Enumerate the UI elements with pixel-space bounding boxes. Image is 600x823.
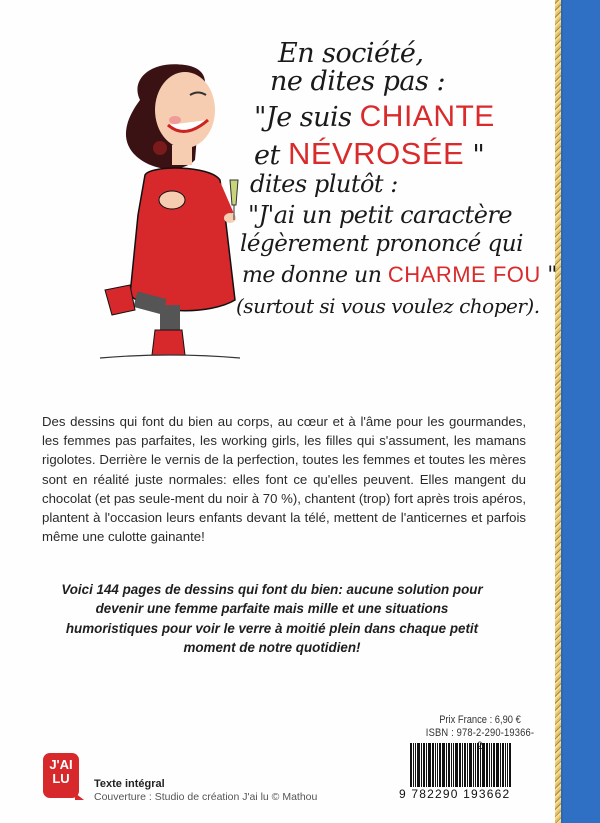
credits-block [94,778,317,804]
price-label: Prix France : 6,90 € [439,714,521,726]
red-emphasis: CHARME FOU [387,262,541,287]
spine-blue-band [561,0,600,823]
quote-line: ne dites pas : [270,66,446,97]
cover-credits: Couverture : Studio de création J'ai lu © Mathou [94,791,318,803]
red-emphasis: NÉVROSÉE [287,136,465,171]
woman-illustration [90,40,260,360]
texte-integral-label: Texte intégral [94,778,165,790]
quote-line: "J'ai un petit caractère [248,201,513,229]
red-emphasis: CHIANTE [359,100,495,133]
blurb-paragraph: Des dessins qui font du bien au corps, au cœur et à l'âme pour les gourmandes, les femmes pas parfaites, les working girls, les filles qui s'assument, les mamans rigolotes. Derrière le vernis de la perfection, toutes les femmes et toutes les mères sont en réalité juste normales: elles font ce qu'elles peuvent. Elles mangent du chocolat (et pas seule-ment du noir à 70 %), chantent (trop) fort après trois apéros, plantent à l'occasion leurs enfants devant la télé, mettent de l'anticernes et parfois même une culotte gainante! [42,414,526,545]
quote-line: (surtout si vous voulez choper). [236,294,540,318]
isbn-label: ISBN : 978-2-290-19366- [425,727,535,739]
quote-line: légèrement prononcé qui [240,231,523,257]
quote-line: "Je suis CHIANTE [254,100,495,133]
quote-line: dites plutôt : [250,170,398,198]
quote-line: En société, [278,38,424,69]
barcode [410,743,520,787]
quote-line: me donne un CHARME FOU " [242,262,557,288]
quote-line: et NÉVROSÉE " [254,136,485,171]
tagline-paragraph: Voici 144 pages de dessins qui font du bien: aucune solution pour devenir une femme parfaite mais mille et une situations humoristiques pour voir le verre à moitié plein dans chaque petit moment de notre quotidien! [61,582,483,656]
barcode-digits: 9 782290 193662 [399,787,511,801]
jai-lu-logo: J'AI LU [43,753,79,798]
